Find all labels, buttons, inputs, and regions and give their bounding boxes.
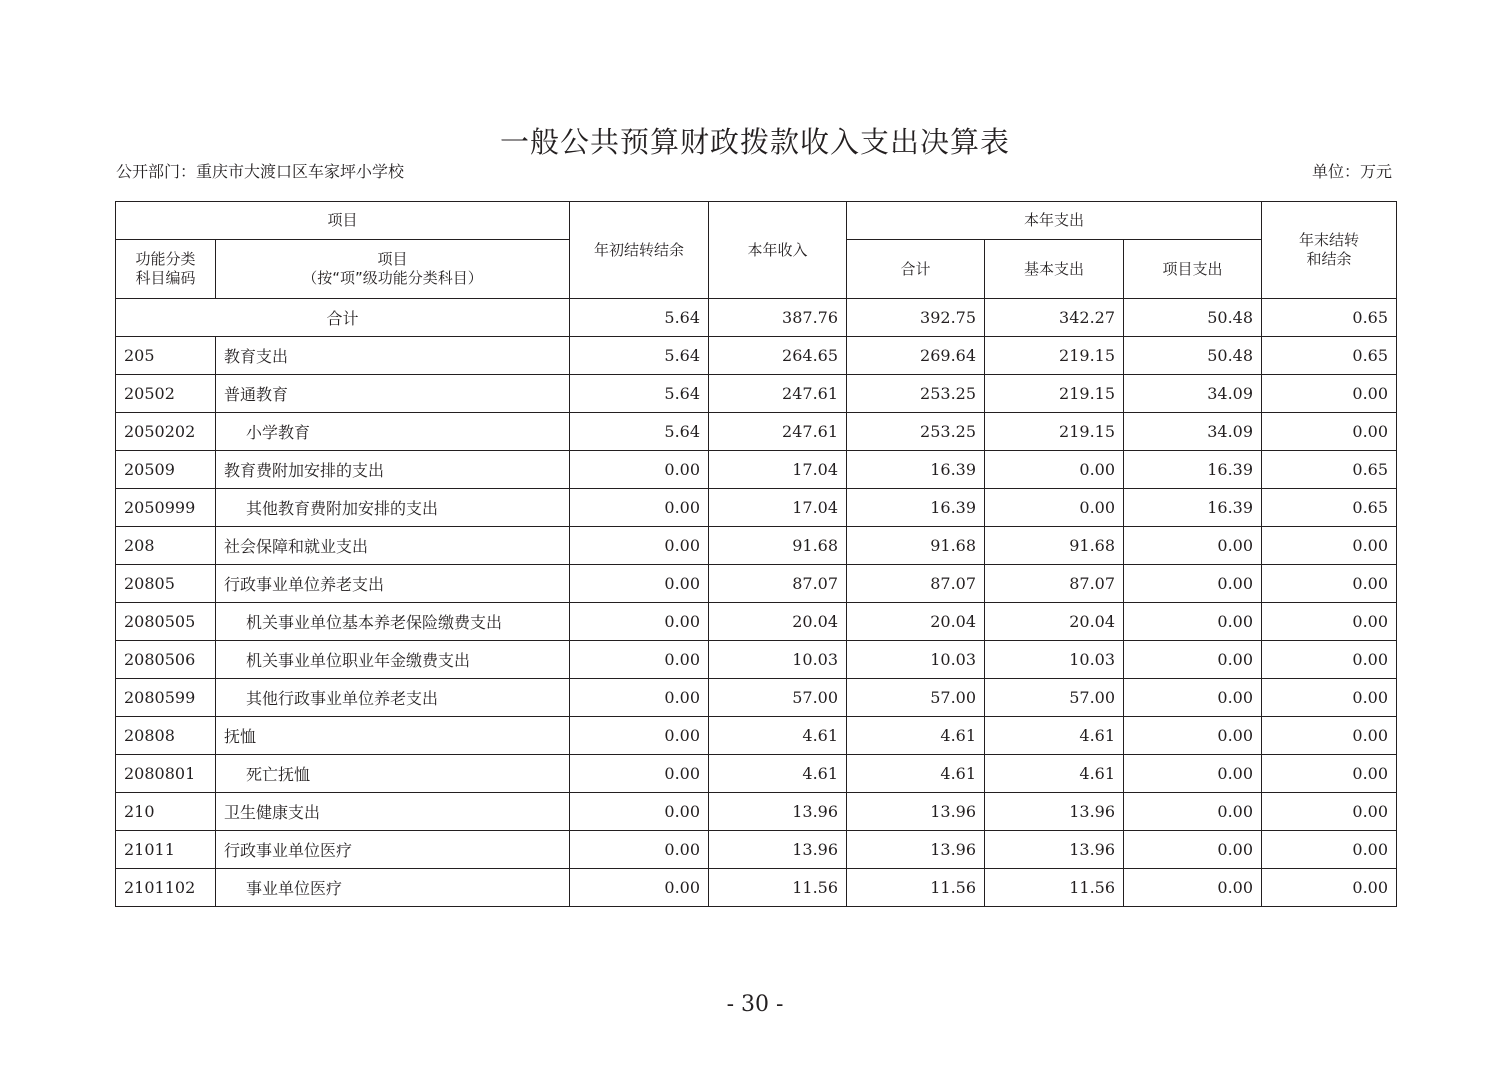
- row-closing: 0.00: [1262, 603, 1397, 641]
- total-label: 合计: [116, 299, 570, 337]
- row-expense: 13.96: [847, 831, 985, 869]
- row-expense: 16.39: [847, 451, 985, 489]
- header-closing-line-1: 年末结转: [1299, 231, 1360, 249]
- row-project: 0.00: [1124, 755, 1262, 793]
- table-row: [116, 755, 1397, 793]
- row-code: 208: [116, 527, 216, 565]
- row-closing: 0.00: [1262, 793, 1397, 831]
- row-code: 210: [116, 793, 216, 831]
- row-expense: 10.03: [847, 641, 985, 679]
- row-project: 16.39: [1124, 451, 1262, 489]
- row-opening: 0.00: [570, 565, 709, 603]
- row-name: 卫生健康支出: [216, 793, 570, 831]
- table-row: [116, 793, 1397, 831]
- row-closing: 0.00: [1262, 717, 1397, 755]
- row-name: 行政事业单位医疗: [216, 831, 570, 869]
- row-expense: 13.96: [847, 793, 985, 831]
- page-number: - 30 -: [726, 992, 784, 1017]
- row-code: 20502: [116, 375, 216, 413]
- row-name: 机关事业单位基本养老保险缴费支出: [216, 603, 570, 641]
- row-code: 2080506: [116, 641, 216, 679]
- row-project: 0.00: [1124, 641, 1262, 679]
- row-expense: 57.00: [847, 679, 985, 717]
- unit-label: 单位：万元: [1311, 162, 1392, 181]
- row-code: 20509: [116, 451, 216, 489]
- row-income: 10.03: [709, 641, 847, 679]
- row-opening: 0.00: [570, 717, 709, 755]
- table-row: [116, 603, 1397, 641]
- table-row: [116, 337, 1397, 375]
- row-expense: 91.68: [847, 527, 985, 565]
- row-expense: 20.04: [847, 603, 985, 641]
- row-name: 教育支出: [216, 337, 570, 375]
- row-name: 死亡抚恤: [216, 755, 570, 793]
- row-code: 2080801: [116, 755, 216, 793]
- row-basic: 11.56: [985, 869, 1124, 907]
- row-closing: 0.00: [1262, 831, 1397, 869]
- row-project: 16.39: [1124, 489, 1262, 527]
- budget-table: [115, 201, 1397, 907]
- header-closing-line-2: 和结余: [1306, 250, 1352, 268]
- row-expense: 4.61: [847, 717, 985, 755]
- row-project: 0.00: [1124, 603, 1262, 641]
- row-project: 0.00: [1124, 831, 1262, 869]
- row-income: 17.04: [709, 451, 847, 489]
- row-income: 20.04: [709, 603, 847, 641]
- row-opening: 5.64: [570, 337, 709, 375]
- header-code-line-1: 功能分类: [135, 250, 196, 268]
- row-opening: 0.00: [570, 869, 709, 907]
- row-name: 社会保障和就业支出: [216, 527, 570, 565]
- table-row: [116, 489, 1397, 527]
- row-name: 普通教育: [216, 375, 570, 413]
- row-project: 34.09: [1124, 375, 1262, 413]
- header-expense: 本年支出: [847, 202, 1262, 240]
- row-code: 205: [116, 337, 216, 375]
- row-expense: 269.64: [847, 337, 985, 375]
- header-expense-basic: 基本支出: [985, 240, 1124, 299]
- row-income: 247.61: [709, 413, 847, 451]
- row-basic: 219.15: [985, 413, 1124, 451]
- row-code: 21011: [116, 831, 216, 869]
- row-opening: 5.64: [570, 413, 709, 451]
- row-name: 教育费附加安排的支出: [216, 451, 570, 489]
- row-income: 13.96: [709, 793, 847, 831]
- row-closing: 0.00: [1262, 375, 1397, 413]
- header-expense-project: 项目支出: [1124, 240, 1262, 299]
- row-income: 4.61: [709, 755, 847, 793]
- header-expense-total: 合计: [847, 240, 985, 299]
- row-closing: 0.00: [1262, 679, 1397, 717]
- row-income: 91.68: [709, 527, 847, 565]
- table-body: [116, 299, 1397, 907]
- row-opening: 0.00: [570, 793, 709, 831]
- row-project: 50.48: [1124, 337, 1262, 375]
- row-closing: 0.00: [1262, 527, 1397, 565]
- row-basic: 10.03: [985, 641, 1124, 679]
- total-opening: 5.64: [570, 299, 709, 337]
- total-project: 50.48: [1124, 299, 1262, 337]
- row-expense: 4.61: [847, 755, 985, 793]
- row-closing: 0.00: [1262, 413, 1397, 451]
- row-basic: 4.61: [985, 755, 1124, 793]
- row-closing: 0.00: [1262, 869, 1397, 907]
- row-project: 34.09: [1124, 413, 1262, 451]
- header-name-line-2: （按“项”级功能分类科目）: [302, 269, 483, 287]
- row-code: 20808: [116, 717, 216, 755]
- row-project: 0.00: [1124, 679, 1262, 717]
- row-opening: 0.00: [570, 603, 709, 641]
- row-basic: 57.00: [985, 679, 1124, 717]
- row-code: 2050202: [116, 413, 216, 451]
- row-income: 264.65: [709, 337, 847, 375]
- row-name: 其他教育费附加安排的支出: [216, 489, 570, 527]
- row-basic: 13.96: [985, 793, 1124, 831]
- row-opening: 0.00: [570, 527, 709, 565]
- total-basic: 342.27: [985, 299, 1124, 337]
- header-income: 本年收入: [709, 202, 847, 299]
- row-code: 2050999: [116, 489, 216, 527]
- table-row: [116, 679, 1397, 717]
- row-closing: 0.65: [1262, 451, 1397, 489]
- department-label: 公开部门：重庆市大渡口区车家坪小学校: [116, 162, 405, 181]
- header-name: [216, 240, 570, 299]
- row-name: 其他行政事业单位养老支出: [216, 679, 570, 717]
- row-name: 小学教育: [216, 413, 570, 451]
- row-income: 57.00: [709, 679, 847, 717]
- row-code: 2080599: [116, 679, 216, 717]
- row-income: 4.61: [709, 717, 847, 755]
- row-opening: 0.00: [570, 641, 709, 679]
- row-opening: 5.64: [570, 375, 709, 413]
- row-code: 2080505: [116, 603, 216, 641]
- row-basic: 13.96: [985, 831, 1124, 869]
- table-row: [116, 717, 1397, 755]
- row-income: 17.04: [709, 489, 847, 527]
- row-project: 0.00: [1124, 565, 1262, 603]
- row-name: 抚恤: [216, 717, 570, 755]
- row-name: 机关事业单位职业年金缴费支出: [216, 641, 570, 679]
- header-closing: [1262, 202, 1397, 299]
- row-closing: 0.65: [1262, 337, 1397, 375]
- row-basic: 0.00: [985, 489, 1124, 527]
- row-opening: 0.00: [570, 489, 709, 527]
- row-closing: 0.65: [1262, 489, 1397, 527]
- row-expense: 87.07: [847, 565, 985, 603]
- table-row: [116, 831, 1397, 869]
- table-row: [116, 527, 1397, 565]
- row-project: 0.00: [1124, 793, 1262, 831]
- row-basic: 91.68: [985, 527, 1124, 565]
- row-basic: 87.07: [985, 565, 1124, 603]
- table-row: [116, 413, 1397, 451]
- table-row: [116, 375, 1397, 413]
- row-expense: 16.39: [847, 489, 985, 527]
- total-row: [116, 299, 1397, 337]
- row-project: 0.00: [1124, 717, 1262, 755]
- row-closing: 0.00: [1262, 565, 1397, 603]
- table-row: [116, 451, 1397, 489]
- total-income: 387.76: [709, 299, 847, 337]
- row-code: 20805: [116, 565, 216, 603]
- row-basic: 0.00: [985, 451, 1124, 489]
- row-closing: 0.00: [1262, 641, 1397, 679]
- total-closing: 0.65: [1262, 299, 1397, 337]
- header-code: [116, 240, 216, 299]
- row-income: 87.07: [709, 565, 847, 603]
- table-row: [116, 869, 1397, 907]
- row-closing: 0.00: [1262, 755, 1397, 793]
- row-expense: 253.25: [847, 375, 985, 413]
- table-row: [116, 641, 1397, 679]
- total-expense: 392.75: [847, 299, 985, 337]
- header-item: 项目: [116, 202, 570, 240]
- row-basic: 4.61: [985, 717, 1124, 755]
- row-code: 2101102: [116, 869, 216, 907]
- row-opening: 0.00: [570, 755, 709, 793]
- row-income: 13.96: [709, 831, 847, 869]
- row-name: 事业单位医疗: [216, 869, 570, 907]
- row-opening: 0.00: [570, 831, 709, 869]
- header-row-1: [116, 202, 1397, 240]
- header-opening: 年初结转结余: [570, 202, 709, 299]
- row-opening: 0.00: [570, 679, 709, 717]
- row-project: 0.00: [1124, 527, 1262, 565]
- row-name: 行政事业单位养老支出: [216, 565, 570, 603]
- row-expense: 11.56: [847, 869, 985, 907]
- table-row: [116, 565, 1397, 603]
- row-income: 11.56: [709, 869, 847, 907]
- row-income: 247.61: [709, 375, 847, 413]
- row-expense: 253.25: [847, 413, 985, 451]
- header-name-line-1: 项目: [377, 250, 408, 268]
- row-project: 0.00: [1124, 869, 1262, 907]
- row-basic: 219.15: [985, 337, 1124, 375]
- page-title: 一般公共预算财政拨款收入支出决算表: [499, 125, 1010, 159]
- row-opening: 0.00: [570, 451, 709, 489]
- header-code-line-2: 科目编码: [135, 269, 196, 287]
- row-basic: 219.15: [985, 375, 1124, 413]
- row-basic: 20.04: [985, 603, 1124, 641]
